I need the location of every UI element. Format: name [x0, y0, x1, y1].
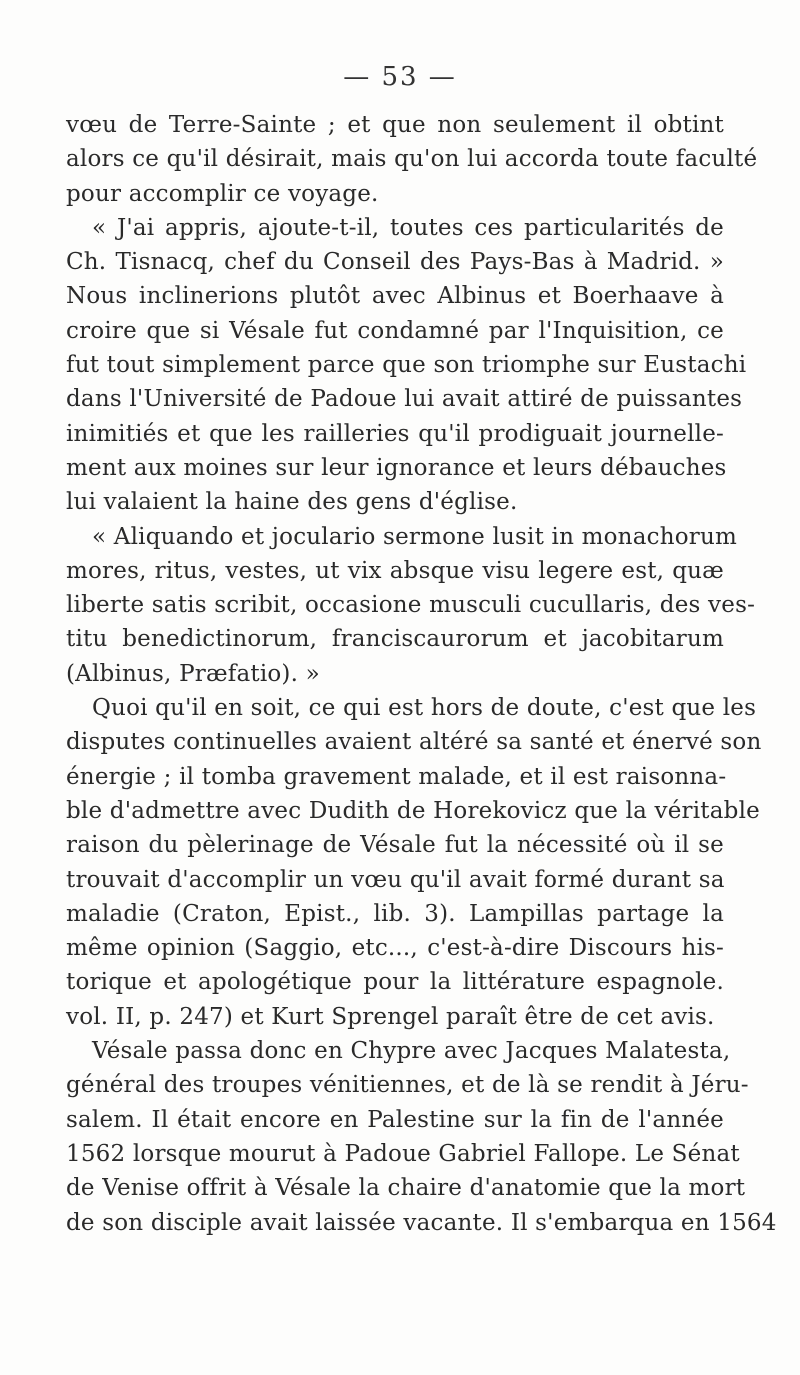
text-line: Quoi qu'il en soit, ce qui est hors de doute, c'est que les — [92, 695, 757, 722]
text-line: fut tout simplement parce que son triomphe sur Eustachi — [66, 352, 747, 379]
text-line: maladie (Craton, Epist., lib. 3). Lampillas partage la — [66, 900, 724, 927]
page-number: — 53 — — [343, 62, 457, 92]
text-line: torique et apologétique pour la littérature espagnole. — [66, 969, 724, 996]
text-line: 1562 lorsque mourut à Padoue Gabriel Fallope. Le Sénat — [66, 1140, 740, 1167]
text-line: de son disciple avait laissée vacante. Il s'embarqua en 1564 — [66, 1209, 777, 1236]
body-text — [66, 108, 777, 1240]
text-line: vœu de Terre-Sainte ; et que non seulement il obtint — [66, 112, 724, 138]
text-line: général des troupes vénitiennes, et de là se rendit à Jéru- — [66, 1072, 749, 1099]
text-line: inimitiés et que les railleries qu'il prodiguait journelle- — [66, 420, 724, 447]
text-line: de Venise offrit à Vésale la chaire d'anatomie que la mort — [66, 1175, 746, 1202]
latin-quote-line: (Albinus, Præfatio). » — [66, 660, 320, 687]
text-line: vol. II, p. 247) et Kurt Sprengel paraît être de cet avis. — [66, 1003, 715, 1030]
latin-quote-line: liberte satis scribit, occasione musculi cucullaris, des ves- — [66, 592, 756, 619]
text-line: salem. Il était encore en Palestine sur la fin de l'année — [66, 1106, 724, 1133]
text-line: dans l'Université de Padoue lui avait attiré de puissantes — [66, 386, 743, 413]
text-line: lui valaient la haine des gens d'église. — [66, 489, 518, 516]
text-line: raison du pèlerinage de Vésale fut la nécessité où il se — [66, 832, 724, 859]
text-line: ble d'admettre avec Dudith de Horekovicz que la véritable — [66, 797, 760, 824]
text-line: disputes continuelles avaient altéré sa santé et énervé son — [66, 729, 762, 756]
text-line: même opinion (Saggio, etc..., c'est-à-dire Discours his- — [66, 935, 724, 962]
latin-quote-line: « Aliquando et joculario sermone lusit in monachorum — [92, 523, 737, 550]
text-line: Ch. Tisnacq, chef du Conseil des Pays-Bas à Madrid. » — [66, 249, 724, 276]
latin-quote-line: mores, ritus, vestes, ut vix absque visu legere est, quæ — [66, 557, 724, 584]
text-line: trouvait d'accomplir un vœu qu'il avait formé durant sa — [66, 866, 725, 893]
latin-quote-line: titu benedictinorum, franciscaurorum et jacobitarum — [66, 626, 724, 653]
text-line: « J'ai appris, ajoute-t-il, toutes ces particularités de — [92, 214, 724, 241]
text-line: croire que si Vésale fut condamné par l'Inquisition, ce — [66, 317, 724, 344]
text-line: alors ce qu'il désirait, mais qu'on lui accorda toute faculté — [66, 146, 758, 173]
text-line: pour accomplir ce voyage. — [66, 180, 379, 207]
text-line: énergie ; il tomba gravement malade, et il est raisonna- — [66, 763, 727, 790]
text-line: Vésale passa donc en Chypre avec Jacques Malatesta, — [92, 1038, 731, 1065]
text-line: Nous inclinerions plutôt avec Albinus et Boerhaave à — [66, 283, 724, 310]
text-line: ment aux moines sur leur ignorance et leurs débauches — [66, 454, 727, 481]
